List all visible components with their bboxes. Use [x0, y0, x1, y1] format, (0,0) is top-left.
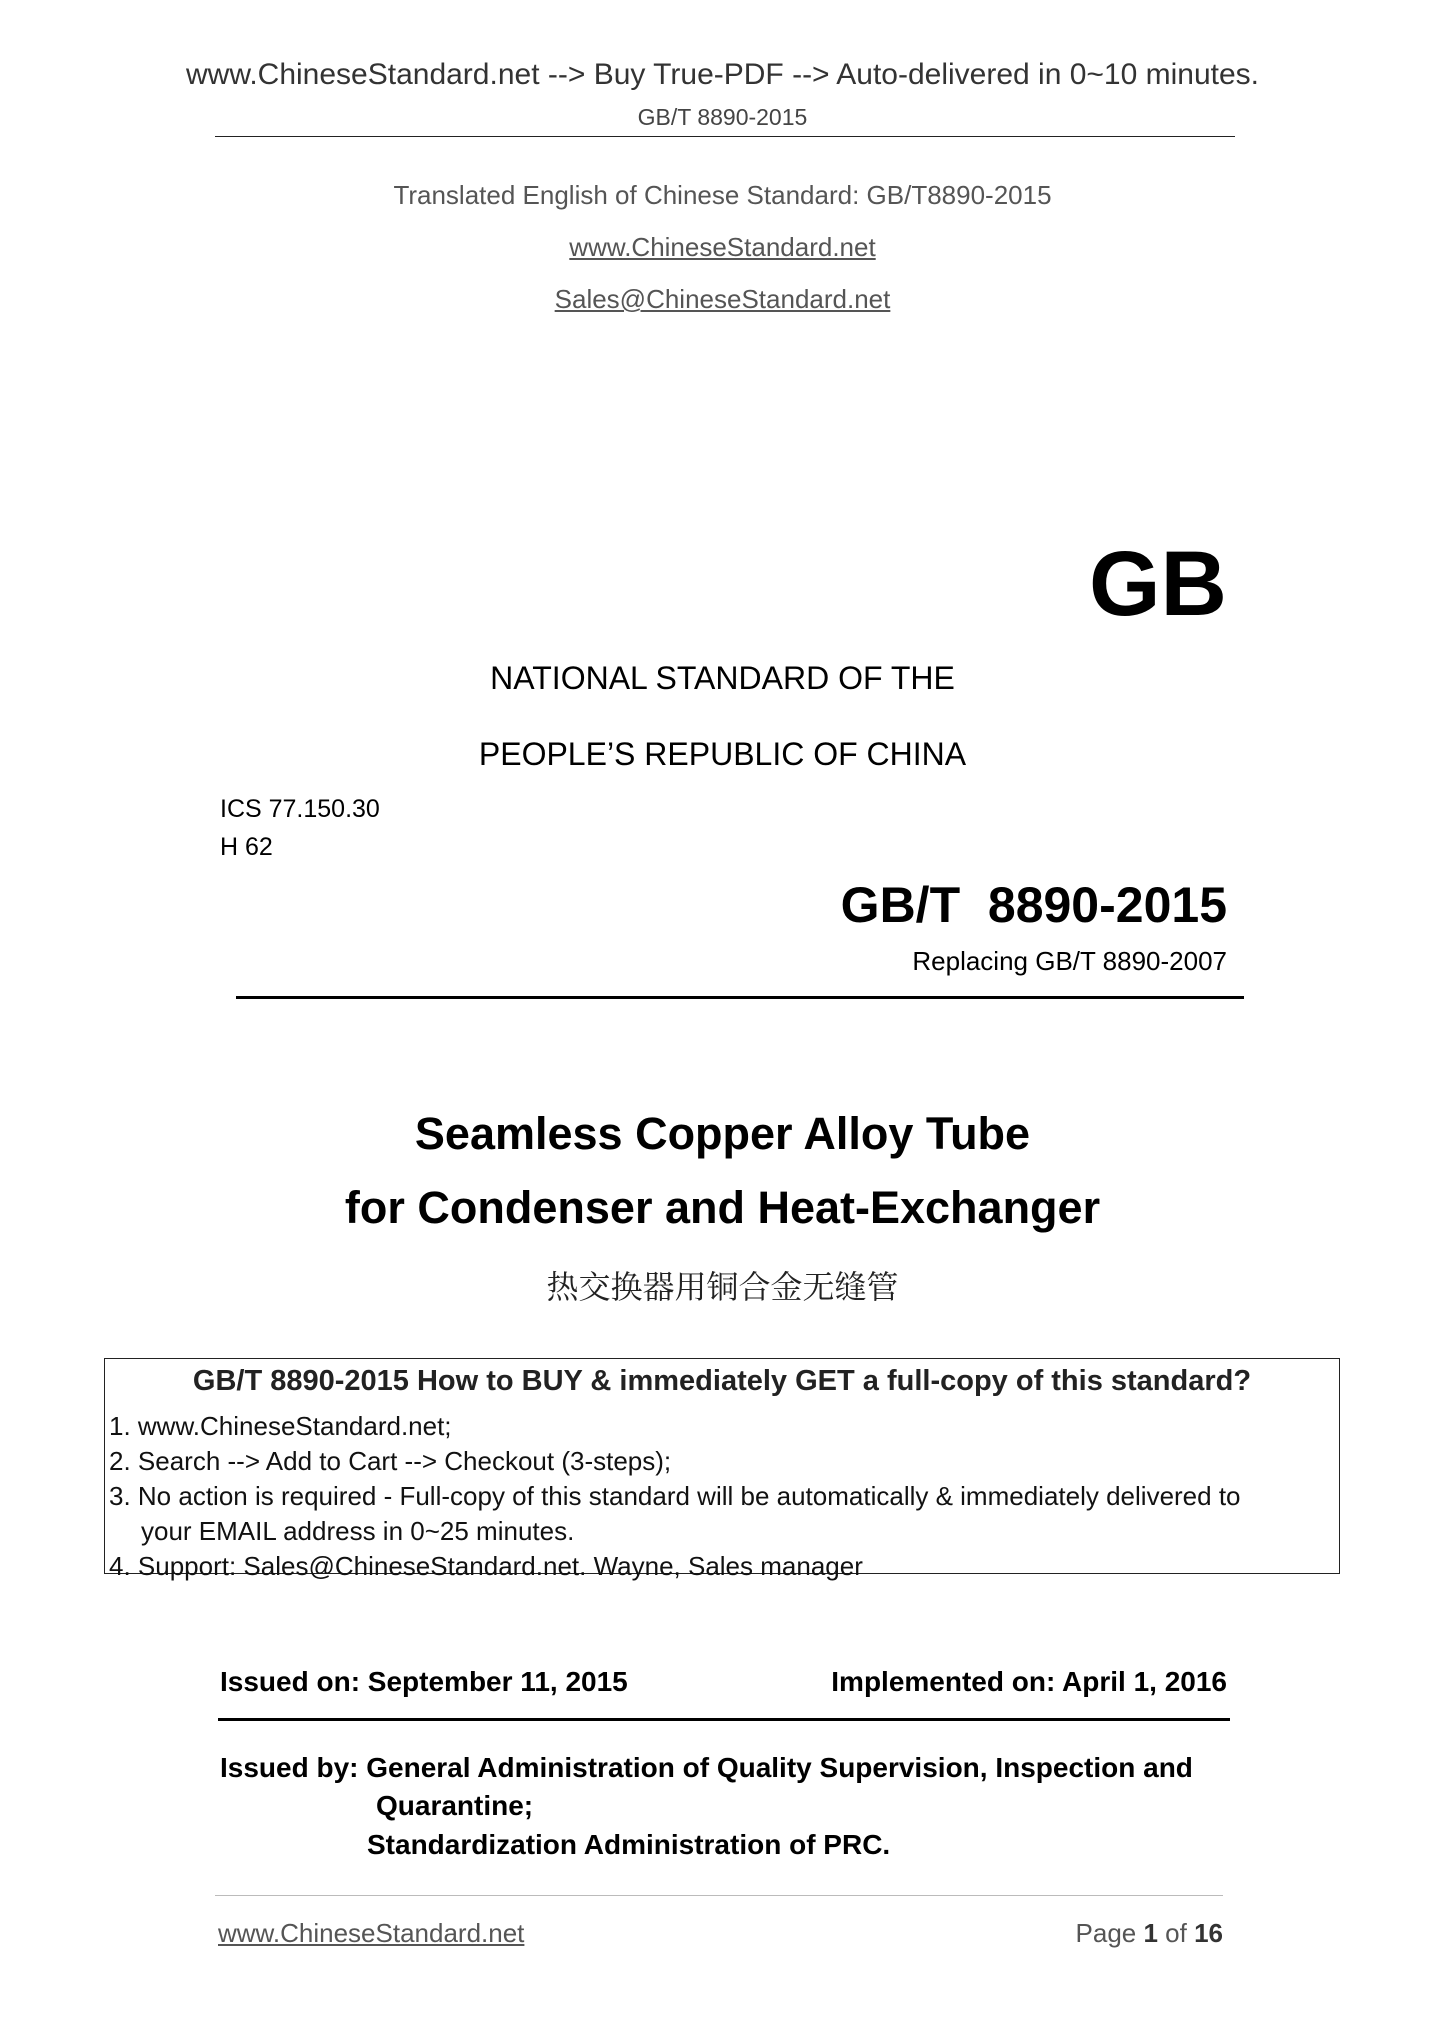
page-indicator — [1076, 1918, 1223, 1949]
replacing-note: Replacing GB/T 8890-2007 — [912, 946, 1227, 976]
page-prefix: Page — [1075, 1918, 1144, 1948]
website-link[interactable]: www.ChineseStandard.net — [569, 232, 876, 262]
dates-divider — [218, 1718, 1230, 1721]
issued-by-line3: Standardization Administration of PRC. — [367, 1829, 891, 1860]
translated-line: Translated English of Chinese Standard: GB/T8890-2015 — [393, 180, 1052, 210]
page-of: of — [1157, 1918, 1195, 1948]
ics-code: ICS 77.150.30 — [220, 795, 380, 823]
header-banner: www.ChineseStandard.net --> Buy True-PDF --> Auto-delivered in 0~10 minutes. — [185, 58, 1260, 91]
national-standard-line2: PEOPLE’S REPUBLIC OF CHINA — [478, 736, 967, 772]
issued-by-line2: Quarantine; — [376, 1790, 534, 1821]
page-total: 16 — [1194, 1918, 1223, 1948]
header-code: GB/T 8890-2015 — [637, 104, 808, 130]
header-divider — [215, 136, 1235, 137]
implemented-on-date: Implemented on: April 1, 2016 — [831, 1666, 1227, 1697]
title-divider — [236, 996, 1244, 999]
buy-step-3-continued: your EMAIL address in 0~25 minutes. — [141, 1516, 575, 1546]
footer-divider — [215, 1895, 1223, 1896]
standard-number: GB/T 8890-2015 — [840, 877, 1227, 933]
ccs-code: H 62 — [220, 833, 273, 861]
website-link-row — [0, 232, 1445, 263]
email-link-row — [0, 284, 1445, 315]
buy-step-3: 3. No action is required - Full-copy of this standard will be automatically & immediately delivered to — [109, 1481, 1241, 1511]
issued-by-line1: Issued by: General Administration of Quality Supervision, Inspection and — [220, 1752, 1193, 1783]
buy-step-1: 1. www.ChineseStandard.net; — [109, 1411, 452, 1441]
email-link[interactable]: Sales@ChineseStandard.net — [554, 284, 891, 314]
footer-website-link[interactable]: www.ChineseStandard.net — [218, 1918, 525, 1948]
title-chinese: 热交换器用铜合金无缝管 — [546, 1268, 899, 1306]
buy-step-2: 2. Search --> Add to Cart --> Checkout (3-steps); — [109, 1446, 672, 1476]
buy-step-4: 4. Support: Sales@ChineseStandard.net. Wayne, Sales manager — [109, 1551, 863, 1581]
national-standard-line1: NATIONAL STANDARD OF THE — [490, 660, 955, 696]
buy-box-title: GB/T 8890-2015 How to BUY & immediately GET a full-copy of this standard? — [192, 1365, 1252, 1397]
title-line2: for Condenser and Heat-Exchanger — [344, 1182, 1101, 1233]
title-line1: Seamless Copper Alloy Tube — [414, 1108, 1031, 1159]
page-current: 1 — [1143, 1918, 1158, 1948]
issued-on-date: Issued on: September 11, 2015 — [220, 1666, 628, 1697]
gb-mark: GB — [1089, 533, 1227, 635]
buy-instructions-box — [104, 1358, 1340, 1581]
